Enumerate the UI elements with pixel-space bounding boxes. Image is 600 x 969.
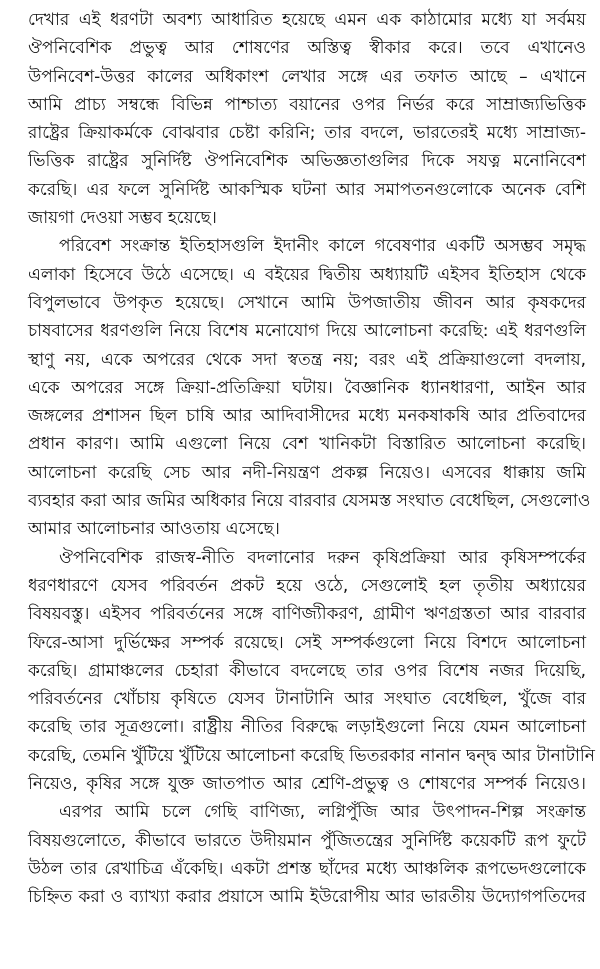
text-line: আলোচনা করেছি সেচ আর নদী-নিয়ন্ত্রণ প্রকল্প নিয়েও। এসবের ধাক্কায় জমি [28,462,586,483]
text-line: জঙ্গলের প্রশাসন ছিল চাষি আর আদিবাসীদের মধ্যে মনকষাকষি আর প্রতিবাদের [28,406,586,427]
paragraph-4 [28,798,586,911]
paragraph-1 [28,6,586,232]
text-line: ধরণধারণে যেসব পরিবর্তন প্রকট হয়ে ওঠে, সেগুলোই হল তৃতীয় অধ্যায়ের [28,575,586,596]
text-line: ঔপনিবেশিক প্রভুত্ব আর শোষণের অস্তিত্ব স্বীকার করে। তবে এখানেও [28,38,586,59]
text-line: উপনিবেশ-উত্তর কালের অধিকাংশ লেখার সঙ্গে এর তফাত আছে – এখানে [28,66,586,87]
text-line: প্রধান কারণ। আমি এগুলো নিয়ে বেশ খানিকটা বিস্তারিত আলোচনা করেছি। [28,434,586,455]
text-line: নিয়েও, কৃষির সঙ্গে যুক্ত জাতপাত আর শ্রেণি-প্রভুত্ব ও শোষণের সম্পর্ক নিয়েও। [28,774,586,795]
text-line: বিপুলভাবে উপকৃত হয়েছে। সেখানে আমি উপজাতীয় জীবন আর কৃষকদের [28,292,586,313]
text-line: করেছি। এর ফলে সুনির্দিষ্ট আকস্মিক ঘটনা আর সমাপতনগুলোকে অনেক বেশি [28,179,586,200]
text-line: দেখার এই ধরণটা অবশ্য আধারিত হয়েছে এমন এক কাঠামোর মধ্যে যা সর্বময় [28,10,586,30]
text-line: বিষয়বস্তু। এইসব পরিবর্তনের সঙ্গে বাণিজ্যীকরণ, গ্রামীণ ঋণগ্রস্ততা আর বারবার [28,604,586,625]
text-line: এরপর আমি চলে গেছি বাণিজ্য, লগ্নিপুঁজি আর উৎপাদন-শিল্প সংক্রান্ত [59,802,586,823]
text-line: জায়গা দেওয়া সম্ভব হয়েছে। [28,208,217,229]
text-line: করেছি তার সূত্রগুলো। রাষ্ট্রীয় নীতির বিরুদ্ধে লড়াইগুলো নিয়ে যেমন আলোচনা [28,717,586,738]
text-line: বিষয়গুলোতে, কীভাবে ভারতে উদীয়মান পুঁজিতন্ত্রের সুনির্দিষ্ট কয়েকটি রূপ ফুটে [28,830,586,851]
paragraph-2 [28,232,591,543]
text-line: চাষবাসের ধরণগুলি নিয়ে বিশেষ মনোযোগ দিয়ে আলোচনা করেছি: এই ধরণগুলি [28,321,586,342]
paragraph-3 [28,544,595,799]
text-line: একে অপরের সঙ্গে ক্রিয়া-প্রতিক্রিয়া ঘটায়। বৈজ্ঞানিক ধ্যানধারণা, আইন আর [28,377,586,398]
text-line: আমার আলোচনার আওতায় এসেছে। [28,519,280,540]
text-line: স্থাণু নয়, একে অপরের থেকে সদা স্বতন্ত্র নয়; বরং এই প্রক্রিয়াগুলো বদলায়, [28,349,586,370]
text-line: চিহ্নিত করা ও ব্যাখ্যা করার প্রয়াসে আমি ইউরোপীয় আর ভারতীয় উদ্যোগপতিদের [28,887,586,908]
text-line: করেছি। গ্রামাঞ্চলের চেহারা কীভাবে বদলেছে তার ওপর বিশেষ নজর দিয়েছি, [28,660,586,681]
text-line: পরিবর্তনের খোঁচায় কৃষিতে যেসব টানাটানি আর সংঘাত বেধেছিল, খুঁজে বার [28,689,586,710]
text-line: ব্যবহার করা আর জমির অধিকার নিয়ে বারবার যেসমস্ত সংঘাত বেধেছিল, সেগুলোও [28,491,591,512]
text-line: আমি প্রাচ্য সম্বন্ধে বিভিন্ন পাশ্চাত্য বয়ানের ওপর নির্ভর করে সাম্রাজ্যভিত্তিক [28,94,586,115]
text-line: করেছি, তেমনি খুঁটিয়ে খুঁটিয়ে আলোচনা করেছি ভিতরকার নানান দ্বন্দ্ব আর টানাটানি [28,745,595,766]
text-line: রাষ্ট্রের ক্রিয়াকর্মকে বোঝবার চেষ্টা করিনি; তার বদলে, ভারতেরই মধ্যে সাম্রাজ্য- [28,123,586,144]
text-line: ফিরে-আসা দুর্ভিক্ষের সম্পর্ক রয়েছে। সেই সম্পর্কগুলো নিয়ে বিশদে আলোচনা [28,632,586,653]
text-line: পরিবেশ সংক্রান্ত ইতিহাসগুলি ইদানীং কালে গবেষণার একটি অসম্ভব সমৃদ্ধ [59,236,586,257]
text-line: ভিত্তিক রাষ্ট্রের সুনির্দিষ্ট ঔপনিবেশিক অভিজ্ঞতাগুলির দিকে সযত্ন মনোনিবেশ [28,151,586,172]
text-line: এলাকা হিসেবে উঠে এসেছে। এ বইয়ের দ্বিতীয় অধ্যায়টি এইসব ইতিহাস থেকে [28,264,586,285]
text-line: উঠল তার রেখাচিত্র এঁকেছি। একটা প্রশস্ত ছাঁদের মধ্যে আঞ্চলিক রূপভেদগুলোকে [28,858,586,879]
document-page [28,6,595,912]
text-line: ঔপনিবেশিক রাজস্ব-নীতি বদলানোর দরুন কৃষিপ্রক্রিয়া আর কৃষিসম্পর্কের [59,547,586,568]
